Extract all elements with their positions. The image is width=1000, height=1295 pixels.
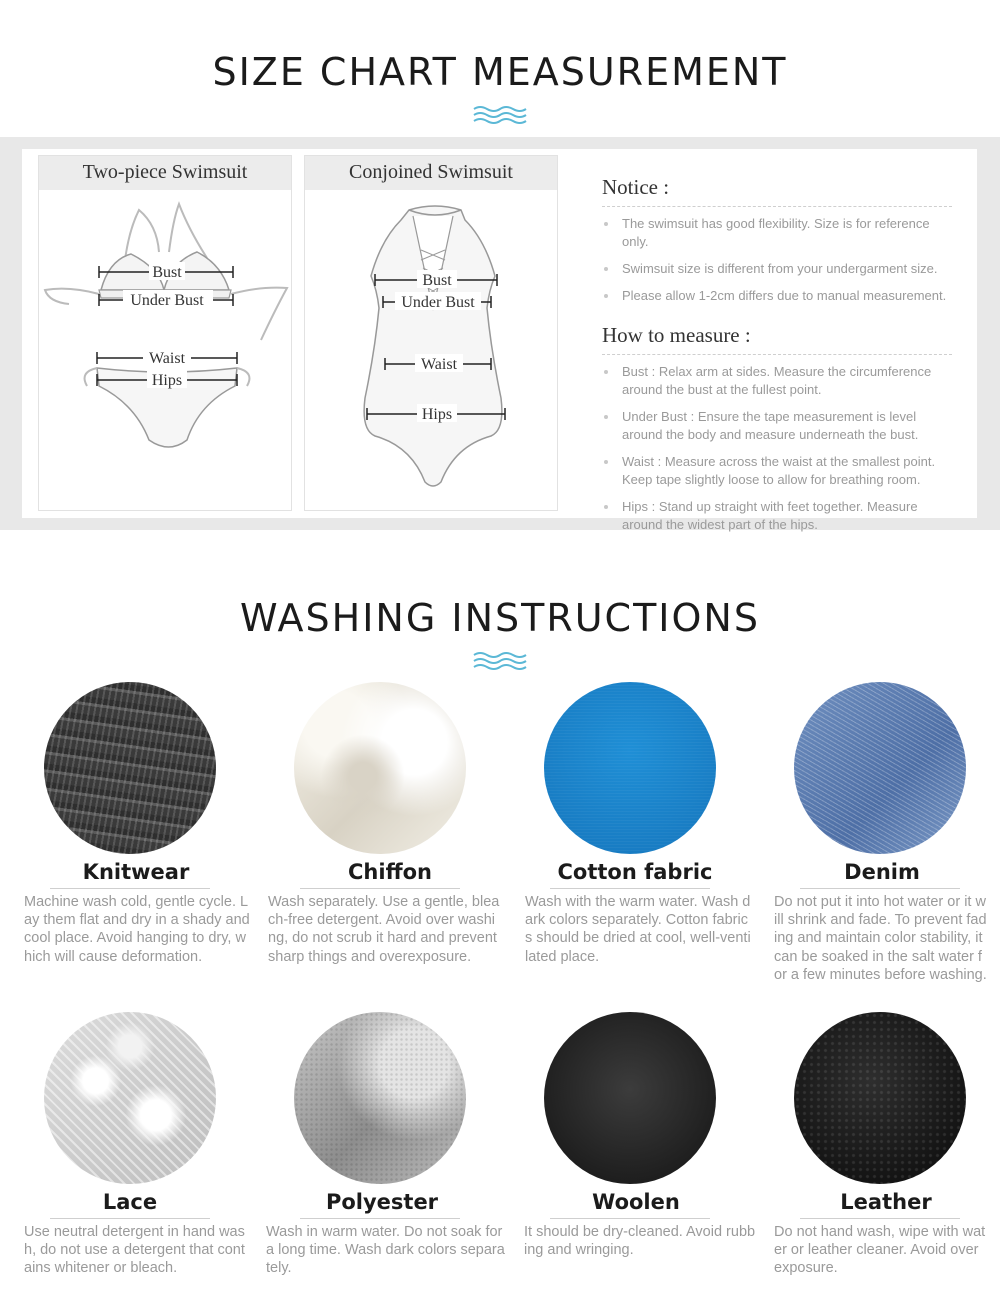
divider <box>550 1218 710 1219</box>
notice-list <box>602 215 952 305</box>
divider <box>800 1218 960 1219</box>
fabric-desc-leather: Do not hand wash, wipe with water or leather cleaner. Avoid over exposure. <box>774 1224 986 1277</box>
knitwear-swatch <box>44 682 216 854</box>
fabric-desc-woolen: It should be dry-cleaned. Avoid rubbing and wringing. <box>524 1224 756 1259</box>
how-to-heading: How to measure : <box>602 323 952 355</box>
how-to-item: Hips : Stand up straight with feet together. Measure around the widest part of the hips. <box>602 498 952 534</box>
divider <box>300 888 460 889</box>
size-chart-title: SIZE CHART MEASUREMENT <box>212 50 788 94</box>
fabric-desc-lace: Use neutral detergent in hand wash, do not use a detergent that contains whitener or bleach. <box>24 1224 245 1277</box>
divider <box>800 888 960 889</box>
fabric-name-lace: Lace <box>102 1190 158 1214</box>
notice-heading: Notice : <box>602 175 952 207</box>
conjoined-diagram <box>304 155 558 511</box>
size-chart-panel <box>0 137 1000 530</box>
notice-panel <box>602 175 952 543</box>
lace-swatch <box>44 1012 216 1184</box>
fabric-name-denim: Denim <box>844 860 920 884</box>
label-waist: Waist <box>148 350 186 367</box>
one-piece-illustration <box>305 190 557 510</box>
divider <box>50 888 210 889</box>
fabric-name-cotton: Cotton fabric <box>557 860 713 884</box>
two-piece-heading: Two-piece Swimsuit <box>39 156 291 190</box>
polyester-swatch <box>294 1012 466 1184</box>
fabric-desc-polyester: Wash in warm water. Do not soak for a long time. Wash dark colors separately. <box>266 1224 505 1277</box>
two-piece-diagram <box>38 155 292 511</box>
washing-title: WASHING INSTRUCTIONS <box>240 596 760 640</box>
divider <box>550 888 710 889</box>
label-under-bust: Under Bust <box>130 292 204 309</box>
cotton-fabric-swatch <box>544 682 716 854</box>
fabric-name-woolen: Woolen <box>592 1190 680 1214</box>
label-bust: Bust <box>152 264 182 281</box>
waves-icon <box>472 104 528 126</box>
label-hips: Hips <box>151 372 183 389</box>
denim-swatch <box>794 682 966 854</box>
fabric-name-polyester: Polyester <box>325 1190 439 1214</box>
divider <box>300 1218 460 1219</box>
label-under-bust: Under Bust <box>401 294 475 311</box>
size-chart-card <box>22 149 977 532</box>
fabric-name-leather: Leather <box>840 1190 932 1214</box>
label-waist: Waist <box>420 356 458 373</box>
fabric-desc-knitwear: Machine wash cold, gentle cycle. Lay them flat and dry in a shady and cool place. Avoid hanging to dry, which will cause deformation. <box>24 894 250 965</box>
how-to-item: Bust : Relax arm at sides. Measure the circumference around the bust at the fullest point. <box>602 363 952 399</box>
fabric-desc-chiffon: Wash separately. Use a gentle, bleach-free detergent. Avoid over washing, do not scrub it hard and prevent sharp things and overexposure. <box>268 894 500 965</box>
label-bust: Bust <box>422 272 452 289</box>
fabric-desc-denim: Do not put it into hot water or it will shrink and fade. To prevent fading and maintain color stability, it can be soaked in the salt water for a few minutes before washing. <box>774 894 987 983</box>
waves-icon <box>472 650 528 672</box>
bikini-illustration <box>39 190 291 510</box>
notice-item: Swimsuit size is different from your undergarment size. <box>602 260 952 278</box>
conjoined-heading: Conjoined Swimsuit <box>305 156 557 190</box>
woolen-swatch <box>544 1012 716 1184</box>
leather-swatch <box>794 1012 966 1184</box>
notice-item: Please allow 1-2cm differs due to manual measurement. <box>602 287 952 305</box>
label-hips: Hips <box>421 406 453 423</box>
fabric-name-knitwear: Knitwear <box>82 860 190 884</box>
fabric-name-chiffon: Chiffon <box>348 860 432 884</box>
chiffon-swatch <box>294 682 466 854</box>
fabric-desc-cotton: Wash with the warm water. Wash dark colors separately. Cotton fabrics should be dried at cool, well-ventilated place. <box>525 894 751 965</box>
divider <box>50 1218 210 1219</box>
how-to-list <box>602 363 952 534</box>
how-to-item: Under Bust : Ensure the tape measurement is level around the body and measure underneath the bust. <box>602 408 952 444</box>
how-to-item: Waist : Measure across the waist at the smallest point. Keep tape slightly loose to allow for breathing room. <box>602 453 952 489</box>
notice-item: The swimsuit has good flexibility. Size is for reference only. <box>602 215 952 251</box>
